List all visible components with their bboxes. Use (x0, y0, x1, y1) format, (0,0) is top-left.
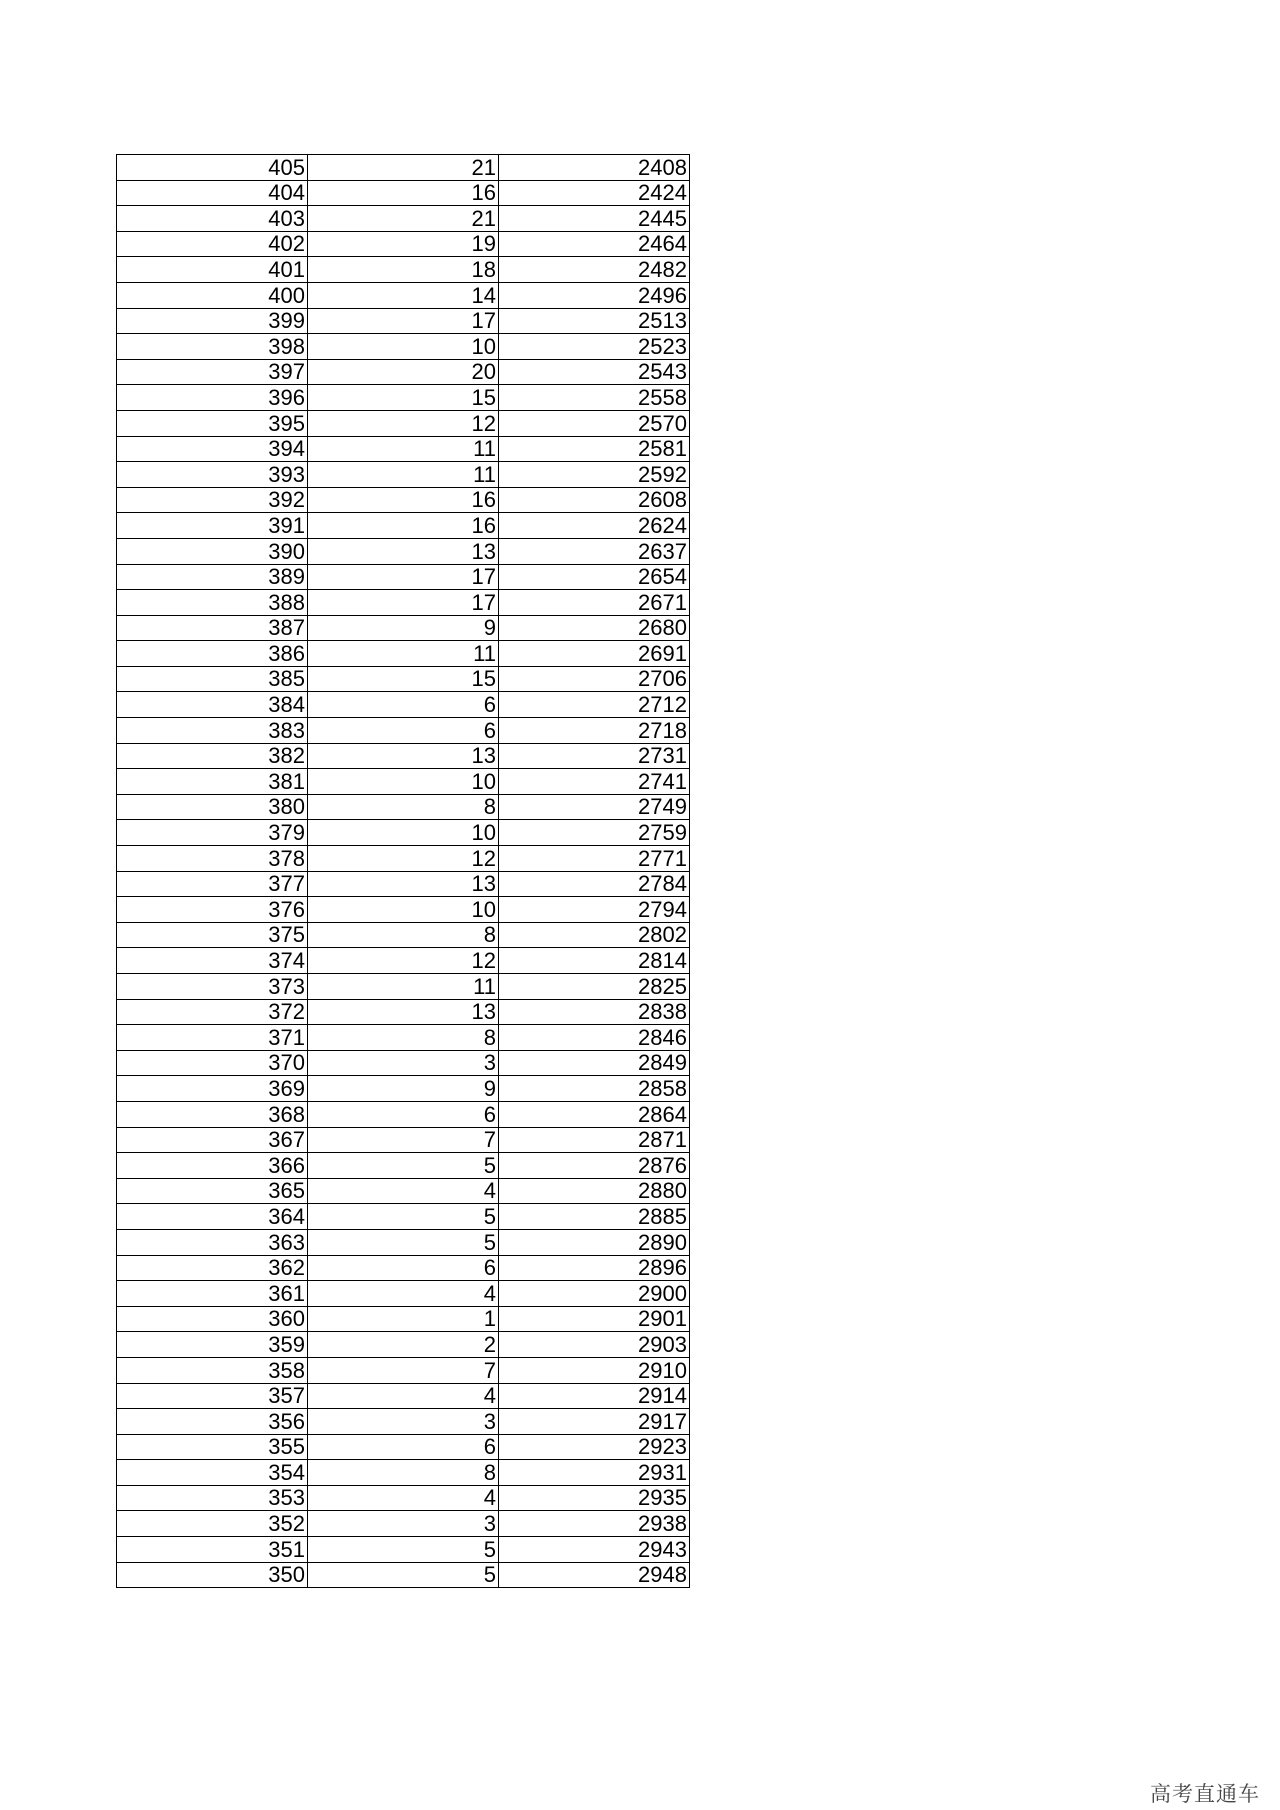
table-row (117, 155, 690, 181)
score-cell: 390 (117, 538, 308, 564)
score-cell: 372 (117, 999, 308, 1025)
table-row (117, 1076, 690, 1102)
count-cell: 12 (308, 410, 499, 436)
count-cell: 8 (308, 922, 499, 948)
cumulative-cell: 2608 (499, 487, 690, 513)
count-cell: 13 (308, 743, 499, 769)
score-cell: 362 (117, 1255, 308, 1281)
table-row (117, 180, 690, 206)
score-cell: 378 (117, 846, 308, 872)
table-row (117, 590, 690, 616)
table-row (117, 1281, 690, 1307)
count-cell: 13 (308, 538, 499, 564)
cumulative-cell: 2871 (499, 1127, 690, 1153)
count-cell: 4 (308, 1485, 499, 1511)
score-cell: 363 (117, 1229, 308, 1255)
count-cell: 18 (308, 257, 499, 283)
score-cell: 359 (117, 1332, 308, 1358)
cumulative-cell: 2513 (499, 308, 690, 334)
score-cell: 357 (117, 1383, 308, 1409)
count-cell: 20 (308, 359, 499, 385)
cumulative-cell: 2876 (499, 1153, 690, 1179)
score-cell: 400 (117, 282, 308, 308)
cumulative-cell: 2706 (499, 666, 690, 692)
cumulative-cell: 2794 (499, 897, 690, 923)
count-cell: 12 (308, 846, 499, 872)
cumulative-cell: 2931 (499, 1460, 690, 1486)
table-row (117, 692, 690, 718)
score-cell: 365 (117, 1178, 308, 1204)
cumulative-cell: 2846 (499, 1025, 690, 1051)
table-row (117, 231, 690, 257)
score-cell: 385 (117, 666, 308, 692)
cumulative-cell: 2948 (499, 1562, 690, 1588)
cumulative-cell: 2903 (499, 1332, 690, 1358)
table-row (117, 1178, 690, 1204)
table-row (117, 513, 690, 539)
table-row (117, 1306, 690, 1332)
cumulative-cell: 2901 (499, 1306, 690, 1332)
cumulative-cell: 2464 (499, 231, 690, 257)
table-row (117, 999, 690, 1025)
score-cell: 380 (117, 794, 308, 820)
table-row (117, 206, 690, 232)
score-cell: 352 (117, 1511, 308, 1537)
score-cell: 369 (117, 1076, 308, 1102)
count-cell: 4 (308, 1383, 499, 1409)
count-cell: 13 (308, 999, 499, 1025)
table-row (117, 846, 690, 872)
cumulative-cell: 2825 (499, 974, 690, 1000)
table-row (117, 1357, 690, 1383)
cumulative-cell: 2885 (499, 1204, 690, 1230)
cumulative-cell: 2592 (499, 462, 690, 488)
table-row (117, 462, 690, 488)
count-cell: 2 (308, 1332, 499, 1358)
table-row (117, 794, 690, 820)
table-row (117, 385, 690, 411)
count-cell: 11 (308, 974, 499, 1000)
score-cell: 355 (117, 1434, 308, 1460)
score-cell: 356 (117, 1409, 308, 1435)
table-row (117, 1101, 690, 1127)
score-cell: 376 (117, 897, 308, 923)
count-cell: 10 (308, 334, 499, 360)
score-cell: 351 (117, 1537, 308, 1563)
score-cell: 399 (117, 308, 308, 334)
count-cell: 11 (308, 462, 499, 488)
cumulative-cell: 2917 (499, 1409, 690, 1435)
score-cell: 358 (117, 1357, 308, 1383)
cumulative-cell: 2408 (499, 155, 690, 181)
score-cell: 370 (117, 1050, 308, 1076)
count-cell: 5 (308, 1153, 499, 1179)
cumulative-cell: 2896 (499, 1255, 690, 1281)
table-row (117, 666, 690, 692)
score-cell: 386 (117, 641, 308, 667)
table-row (117, 1255, 690, 1281)
count-cell: 6 (308, 718, 499, 744)
score-cell: 375 (117, 922, 308, 948)
table-row (117, 538, 690, 564)
table-row (117, 487, 690, 513)
count-cell: 8 (308, 794, 499, 820)
count-cell: 21 (308, 155, 499, 181)
table-row (117, 1127, 690, 1153)
table-row (117, 1383, 690, 1409)
count-cell: 7 (308, 1127, 499, 1153)
count-cell: 16 (308, 487, 499, 513)
cumulative-cell: 2784 (499, 871, 690, 897)
table-row (117, 718, 690, 744)
score-cell: 397 (117, 359, 308, 385)
score-cell: 379 (117, 820, 308, 846)
table-row (117, 410, 690, 436)
table-row (117, 743, 690, 769)
table-row (117, 871, 690, 897)
score-cell: 388 (117, 590, 308, 616)
cumulative-cell: 2445 (499, 206, 690, 232)
count-cell: 5 (308, 1204, 499, 1230)
table-row (117, 308, 690, 334)
cumulative-cell: 2938 (499, 1511, 690, 1537)
table-row (117, 1204, 690, 1230)
table-row (117, 564, 690, 590)
cumulative-cell: 2900 (499, 1281, 690, 1307)
score-cell: 402 (117, 231, 308, 257)
cumulative-cell: 2712 (499, 692, 690, 718)
score-cell: 405 (117, 155, 308, 181)
count-cell: 9 (308, 615, 499, 641)
count-cell: 15 (308, 666, 499, 692)
score-cell: 401 (117, 257, 308, 283)
cumulative-cell: 2914 (499, 1383, 690, 1409)
score-cell: 377 (117, 871, 308, 897)
table-row (117, 948, 690, 974)
count-cell: 16 (308, 513, 499, 539)
count-cell: 3 (308, 1409, 499, 1435)
score-cell: 391 (117, 513, 308, 539)
cumulative-cell: 2523 (499, 334, 690, 360)
score-cell: 367 (117, 1127, 308, 1153)
score-cell: 374 (117, 948, 308, 974)
score-cell: 353 (117, 1485, 308, 1511)
cumulative-cell: 2890 (499, 1229, 690, 1255)
count-cell: 8 (308, 1460, 499, 1486)
table-row (117, 359, 690, 385)
score-cell: 384 (117, 692, 308, 718)
cumulative-cell: 2570 (499, 410, 690, 436)
cumulative-cell: 2680 (499, 615, 690, 641)
table-row (117, 641, 690, 667)
cumulative-cell: 2910 (499, 1357, 690, 1383)
table-row (117, 1562, 690, 1588)
count-cell: 17 (308, 308, 499, 334)
score-cell: 350 (117, 1562, 308, 1588)
table-row (117, 282, 690, 308)
cumulative-cell: 2581 (499, 436, 690, 462)
cumulative-cell: 2943 (499, 1537, 690, 1563)
table-row (117, 615, 690, 641)
cumulative-cell: 2880 (499, 1178, 690, 1204)
score-cell: 361 (117, 1281, 308, 1307)
count-cell: 14 (308, 282, 499, 308)
cumulative-cell: 2654 (499, 564, 690, 590)
cumulative-cell: 2838 (499, 999, 690, 1025)
count-cell: 12 (308, 948, 499, 974)
table-row (117, 1537, 690, 1563)
table-row (117, 897, 690, 923)
table-row (117, 1485, 690, 1511)
table-row (117, 436, 690, 462)
score-cell: 373 (117, 974, 308, 1000)
count-cell: 3 (308, 1050, 499, 1076)
count-cell: 4 (308, 1281, 499, 1307)
count-cell: 8 (308, 1025, 499, 1051)
table-row (117, 1332, 690, 1358)
score-cell: 354 (117, 1460, 308, 1486)
score-cell: 364 (117, 1204, 308, 1230)
cumulative-cell: 2849 (499, 1050, 690, 1076)
count-cell: 10 (308, 820, 499, 846)
table-row (117, 820, 690, 846)
cumulative-cell: 2482 (499, 257, 690, 283)
table-row (117, 1409, 690, 1435)
count-cell: 5 (308, 1537, 499, 1563)
count-cell: 6 (308, 1101, 499, 1127)
table-row (117, 257, 690, 283)
cumulative-cell: 2771 (499, 846, 690, 872)
count-cell: 10 (308, 769, 499, 795)
table-row (117, 974, 690, 1000)
count-cell: 13 (308, 871, 499, 897)
table-row (117, 1050, 690, 1076)
count-cell: 3 (308, 1511, 499, 1537)
score-cell: 392 (117, 487, 308, 513)
score-cell: 393 (117, 462, 308, 488)
cumulative-cell: 2691 (499, 641, 690, 667)
cumulative-cell: 2864 (499, 1101, 690, 1127)
count-cell: 17 (308, 564, 499, 590)
score-cell: 403 (117, 206, 308, 232)
cumulative-cell: 2731 (499, 743, 690, 769)
count-cell: 5 (308, 1229, 499, 1255)
table-body (117, 155, 690, 1588)
count-cell: 9 (308, 1076, 499, 1102)
cumulative-cell: 2424 (499, 180, 690, 206)
score-distribution-table (116, 154, 690, 1588)
cumulative-cell: 2858 (499, 1076, 690, 1102)
table-row (117, 1025, 690, 1051)
cumulative-cell: 2624 (499, 513, 690, 539)
cumulative-cell: 2814 (499, 948, 690, 974)
table-row (117, 1229, 690, 1255)
table-row (117, 769, 690, 795)
table-row (117, 922, 690, 948)
score-cell: 382 (117, 743, 308, 769)
score-cell: 371 (117, 1025, 308, 1051)
score-cell: 387 (117, 615, 308, 641)
count-cell: 17 (308, 590, 499, 616)
table-row (117, 1460, 690, 1486)
count-cell: 10 (308, 897, 499, 923)
score-cell: 368 (117, 1101, 308, 1127)
cumulative-cell: 2741 (499, 769, 690, 795)
count-cell: 15 (308, 385, 499, 411)
score-cell: 398 (117, 334, 308, 360)
count-cell: 11 (308, 641, 499, 667)
count-cell: 21 (308, 206, 499, 232)
watermark-text: 高考直通车 (1150, 1782, 1260, 1806)
cumulative-cell: 2718 (499, 718, 690, 744)
cumulative-cell: 2543 (499, 359, 690, 385)
score-cell: 394 (117, 436, 308, 462)
score-cell: 389 (117, 564, 308, 590)
count-cell: 4 (308, 1178, 499, 1204)
cumulative-cell: 2935 (499, 1485, 690, 1511)
cumulative-cell: 2802 (499, 922, 690, 948)
cumulative-cell: 2558 (499, 385, 690, 411)
score-cell: 383 (117, 718, 308, 744)
score-cell: 360 (117, 1306, 308, 1332)
cumulative-cell: 2496 (499, 282, 690, 308)
count-cell: 5 (308, 1562, 499, 1588)
cumulative-cell: 2637 (499, 538, 690, 564)
table-row (117, 1511, 690, 1537)
table-row (117, 1153, 690, 1179)
count-cell: 6 (308, 1255, 499, 1281)
score-cell: 395 (117, 410, 308, 436)
count-cell: 7 (308, 1357, 499, 1383)
table-row (117, 334, 690, 360)
score-cell: 404 (117, 180, 308, 206)
cumulative-cell: 2923 (499, 1434, 690, 1460)
count-cell: 1 (308, 1306, 499, 1332)
score-cell: 396 (117, 385, 308, 411)
count-cell: 19 (308, 231, 499, 257)
count-cell: 16 (308, 180, 499, 206)
count-cell: 6 (308, 1434, 499, 1460)
count-cell: 11 (308, 436, 499, 462)
cumulative-cell: 2759 (499, 820, 690, 846)
score-cell: 366 (117, 1153, 308, 1179)
cumulative-cell: 2671 (499, 590, 690, 616)
score-cell: 381 (117, 769, 308, 795)
cumulative-cell: 2749 (499, 794, 690, 820)
table-row (117, 1434, 690, 1460)
count-cell: 6 (308, 692, 499, 718)
